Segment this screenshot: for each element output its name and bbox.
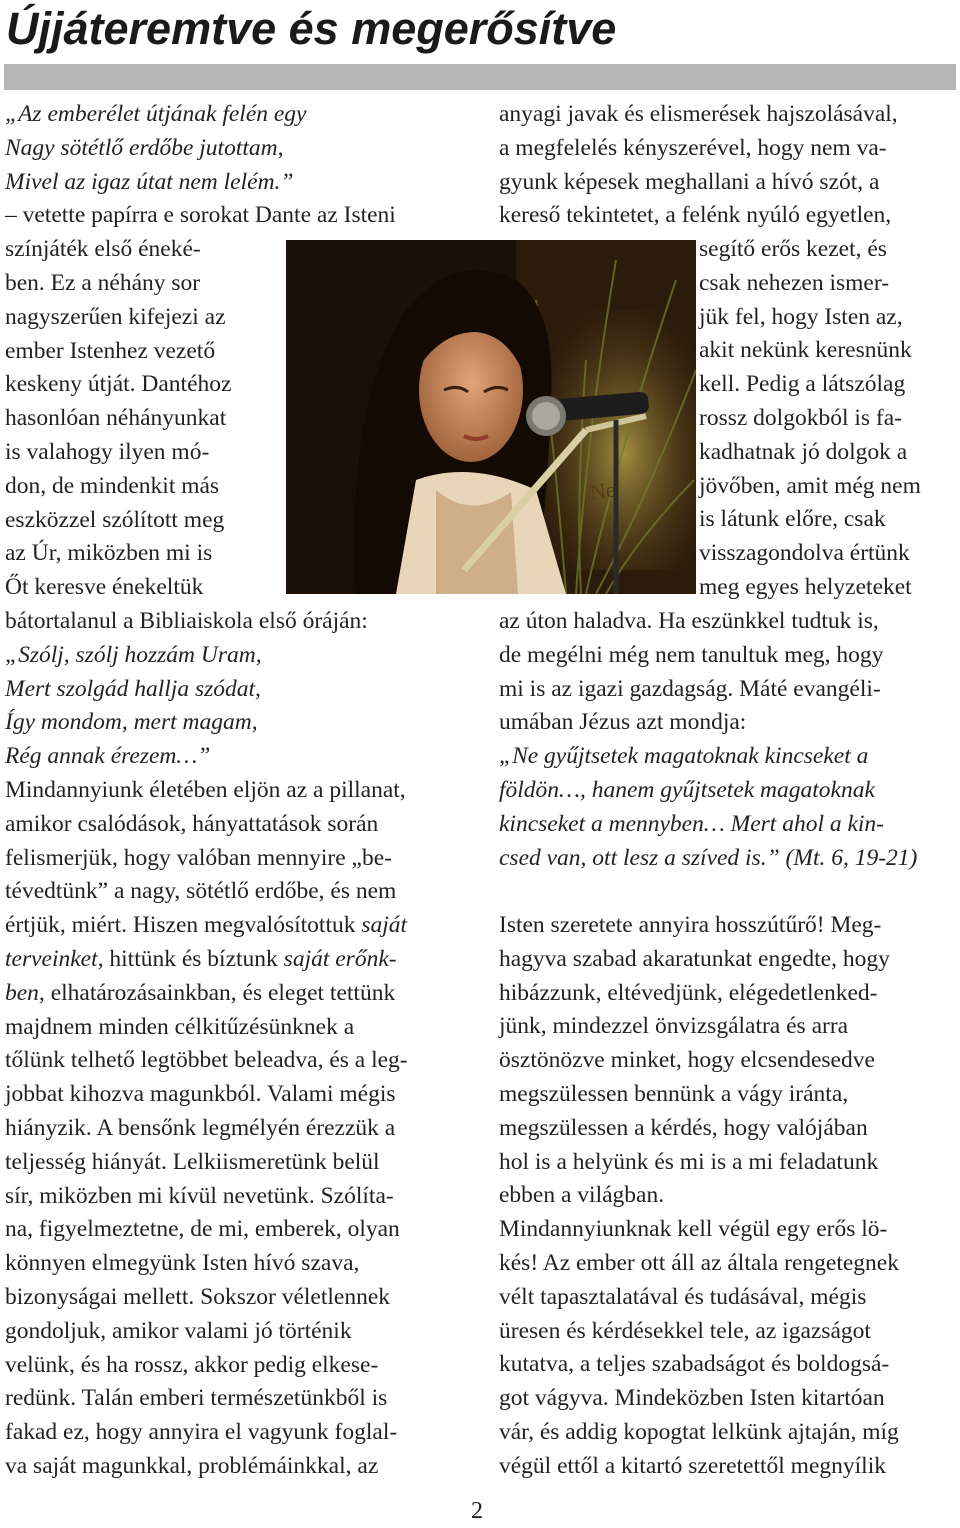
right-column-line: [499, 1178, 664, 1212]
left-column-line: [5, 1043, 408, 1077]
left-column-line: [5, 638, 262, 672]
left-column-line: [5, 1449, 378, 1483]
right-column-line: [499, 638, 883, 672]
text-run: jünk, mindezzel önvizsgálatra és arra: [499, 1013, 849, 1040]
right-column-wrap-line: [699, 536, 910, 570]
left-column-line: [5, 874, 396, 908]
text-run: hol is a helyünk és mi is a mi feladatunk: [499, 1148, 879, 1175]
right-column-line: [499, 604, 879, 638]
right-column-line: [499, 1246, 899, 1280]
text-run: terveinket,: [5, 946, 104, 972]
left-column-line: [5, 1280, 390, 1314]
left-column-line: [5, 1111, 395, 1145]
text-run: gyunk képesek meghallani a hívó szót, a: [499, 168, 880, 195]
left-column-line: [5, 672, 261, 706]
left-column-line: [5, 739, 210, 773]
left-column-line: [5, 469, 219, 503]
text-run: megszülessen a kérdés, hogy valójában: [499, 1114, 868, 1141]
left-column-line: [5, 1314, 352, 1348]
right-column-wrap-line: [699, 367, 905, 401]
left-column-line: [5, 942, 397, 976]
right-column-line: [499, 1449, 886, 1483]
page-number: 2: [471, 1498, 483, 1524]
right-column-line: [499, 942, 890, 976]
text-run: vélt tapasztalatával és tudásával, mégis: [499, 1283, 867, 1310]
right-column-wrap-line: [699, 333, 912, 367]
text-run: jük fel, hogy Isten az,: [699, 303, 903, 330]
text-run: földön…, hanem gyűjtsetek magatoknak: [499, 777, 875, 803]
left-column-line: [5, 1077, 396, 1111]
text-run: színjáték első éneké-: [5, 236, 201, 263]
left-column-line: [5, 334, 215, 368]
left-column-line: [5, 1010, 354, 1044]
left-column-line: [5, 1179, 394, 1213]
text-run: velünk, és ha rossz, akkor pedig elkese-: [5, 1351, 379, 1378]
text-run: de megélni még nem tanultuk meg, hogy: [499, 641, 884, 668]
text-run: akit nekünk keresnünk: [699, 337, 912, 364]
right-column-line: [499, 131, 887, 165]
right-column-wrap-line: [699, 469, 921, 503]
text-run: „Szólj, szólj hozzám Uram,: [5, 641, 262, 668]
right-column-line: [499, 908, 881, 942]
text-run: tőlünk telhető legtöbbet beleadva, és a leg-: [5, 1047, 408, 1074]
right-column-wrap-line: [699, 266, 889, 300]
left-column-line: [5, 300, 226, 334]
right-column-line: [499, 1009, 848, 1043]
right-column-wrap-line: [699, 300, 903, 334]
text-run: könnyen elmegyünk Isten hívó szava,: [5, 1250, 360, 1277]
left-column-line: [5, 1212, 400, 1246]
text-run: visszagondolva értünk: [699, 540, 910, 567]
text-run: csed van, ott lesz a szíved is.” (Mt. 6, 19-21): [499, 844, 918, 871]
left-column-line: [5, 232, 201, 266]
text-run: eszközzel szólított meg: [5, 506, 225, 533]
text-run: végül ettől a kitartó szeretettől megnyílik: [499, 1452, 886, 1479]
text-run: kadhatnak jó dolgok a: [699, 438, 908, 465]
right-column-line: [499, 739, 868, 773]
text-run: ember Istenhez vezető: [5, 337, 216, 364]
left-column-line: [5, 1415, 397, 1449]
left-column-line: [5, 97, 306, 131]
text-run: csak nehezen ismer-: [699, 269, 890, 296]
left-column-line: [5, 266, 200, 300]
left-column-line: [5, 773, 406, 807]
text-run: értjük, miért. Hiszen megvalósítottuk: [5, 912, 362, 939]
text-run: mi is az igazi gazdagság. Máté evangéli-: [499, 675, 881, 702]
text-run: Őt keresve énekeltük: [5, 574, 204, 601]
text-run: kereső tekintetet, a felénk nyúló egyetlen,: [499, 202, 892, 229]
left-column-line: [5, 131, 284, 165]
text-run: saját: [361, 912, 408, 939]
text-run: sír, miközben mi kívül nevetünk. Szólíta-: [5, 1182, 394, 1209]
text-run: ebben a világban.: [499, 1182, 665, 1209]
right-column-line: [499, 198, 891, 232]
text-run: ben. Ez a néhány sor: [5, 270, 201, 296]
text-run: meg egyes helyzeteket: [699, 574, 912, 600]
text-run: is látunk előre, csak: [699, 506, 886, 533]
text-run: Nagy sötétlő erdőbe jutottam,: [5, 134, 284, 161]
left-column-line: [5, 705, 258, 739]
text-run: teljesség hiányát. Lelkiismeretünk belül: [5, 1148, 380, 1175]
text-run: umában Jézus azt mondja:: [499, 709, 747, 736]
right-column-line: [499, 807, 884, 841]
text-run: Mindannyiunknak kell végül egy erős lö-: [499, 1216, 888, 1243]
text-run: elhatározásainkban, és eleget tettünk: [44, 979, 396, 1006]
text-run: hiányzik. A bensőnk legmélyén érezzük a: [5, 1115, 396, 1141]
text-run: kincseket a mennyben… Mert ahol a kin-: [499, 810, 885, 837]
article-title: Újjáteremtve és megerősítve: [6, 3, 617, 54]
right-column-wrap-line: [699, 401, 902, 435]
text-run: az Úr, miközben mi is: [5, 540, 213, 567]
left-column-line: [5, 401, 226, 435]
text-run: tévedtünk” a nagy, sötétlő erdőbe, és nem: [5, 878, 397, 905]
text-run: fakad ez, hogy annyira el vagyunk foglal-: [5, 1419, 398, 1446]
text-run: gondoljuk, amikor valami jó történik: [5, 1317, 352, 1344]
right-column-line: [499, 1212, 887, 1246]
text-run: Mindannyiunk életében eljön az a pillanat,: [5, 777, 406, 803]
text-run: Mivel az igaz útat nem lelém.”: [5, 168, 294, 195]
left-column-line: [5, 570, 203, 604]
left-column-line: [5, 841, 392, 875]
text-run: is valahogy ilyen mó-: [5, 439, 210, 465]
text-run: üresen és kérdésekkel tele, az igazságot: [499, 1317, 871, 1344]
text-run: Így mondom, mert magam,: [5, 709, 258, 736]
right-column-line: [499, 672, 881, 706]
text-run: segítő erős kezet, és: [699, 236, 887, 262]
text-run: – vetette papírra e sorokat Dante az Isteni: [5, 202, 396, 229]
text-run: nagyszerűen kifejezi az: [5, 303, 226, 330]
photo-singer-with-microphone-icon: [286, 240, 696, 594]
text-run: felismerjük, hogy valóban mennyire „be-: [5, 844, 392, 871]
right-column-line: [499, 1077, 848, 1111]
text-run: kutatva, a teljes szabadságot és boldogsá-: [499, 1351, 890, 1378]
text-run: Mert szolgád hallja szódat,: [5, 675, 261, 702]
left-column-line: [5, 604, 368, 638]
text-run: got vágyva. Mindeközben Isten kitartóan: [499, 1385, 885, 1412]
text-run: az úton haladva. Ha eszünkkel tudtuk is,: [499, 608, 879, 634]
left-column-line: [5, 1381, 387, 1415]
right-column-line: [499, 1314, 871, 1348]
left-column-line: [5, 1145, 380, 1179]
text-run: megszülessen bennünk a vágy iránta,: [499, 1081, 849, 1107]
text-run: majdnem minden célkitűzésünknek a: [5, 1013, 355, 1040]
text-run: a megfelelés kényszerével, hogy nem va-: [499, 134, 887, 161]
left-column-line: [5, 908, 407, 942]
text-run: amikor csalódások, hányattatások során: [5, 810, 379, 837]
left-column-line: [5, 1348, 378, 1382]
left-column-line: [5, 165, 293, 199]
text-run: Rég annak érezem…”: [5, 743, 211, 770]
title-underline-bar: [4, 64, 956, 90]
right-column-line: [499, 773, 875, 807]
right-column-line: [499, 1145, 878, 1179]
right-column-wrap-line: [699, 570, 912, 604]
right-column-line: [499, 1347, 889, 1381]
right-column-line: [499, 1415, 899, 1449]
text-run: saját erőnk-: [283, 946, 397, 972]
left-column-line: [5, 1246, 359, 1280]
text-run: kés! Az ember ott áll az általa rengetegnek: [499, 1250, 899, 1276]
text-run: hittünk és bíztunk: [103, 946, 284, 972]
text-run: hibázzunk, eltévedjünk, elégedetlenked-: [499, 979, 878, 1006]
singer-photo: [286, 240, 696, 594]
text-run: ösztönözve minket, hogy elcsendesedve: [499, 1047, 875, 1074]
right-column-line: [499, 1043, 875, 1077]
text-run: jövőben, amit még nem: [699, 472, 921, 499]
poster-text: Ne: [588, 476, 618, 505]
right-column-wrap-line: [699, 232, 887, 266]
text-run: vár, és addig kopogtat lelkünk ajtaján, míg: [499, 1419, 899, 1445]
left-column-line: [5, 367, 231, 401]
right-column-line: [499, 97, 898, 131]
left-column-line: [5, 503, 224, 537]
left-column-line: [5, 976, 395, 1010]
text-run: „Az emberélet útjának felén egy: [5, 101, 307, 127]
text-run: anyagi javak és elismerések hajszolásával,: [499, 101, 898, 127]
text-run: bizonyságai mellett. Sokszor véletlennek: [5, 1284, 391, 1310]
text-run: hasonlóan néhányunkat: [5, 405, 227, 432]
right-column-wrap-line: [699, 435, 907, 469]
right-column-line: [499, 1111, 868, 1145]
text-run: redünk. Talán emberi természetünkből is: [5, 1385, 388, 1412]
right-column-line: [499, 976, 877, 1010]
left-column-line: [5, 435, 209, 469]
text-run: don, de mindenkit más: [5, 472, 220, 499]
text-run: kell. Pedig a látszólag: [699, 371, 906, 398]
right-column-line: [499, 1280, 866, 1314]
text-run: rossz dolgokból is fa-: [699, 405, 902, 431]
right-column-line: [499, 841, 917, 875]
right-column-wrap-line: [699, 502, 886, 536]
text-run: bátortalanul a Bibliaiskola első óráján:: [5, 608, 368, 634]
right-column-line: [499, 705, 746, 739]
text-run: ben,: [5, 979, 45, 1006]
right-column-line: [499, 165, 879, 199]
right-column-line: [499, 1381, 885, 1415]
left-column-line: [5, 536, 212, 570]
text-run: hagyva szabad akaratunkat engedte, hogy: [499, 945, 890, 972]
text-run: keskeny útját. Dantéhoz: [5, 371, 232, 398]
text-run: va saját magunkkal, problémáinkkal, az: [5, 1453, 379, 1479]
text-run: Isten szeretete annyira hosszútűrő! Meg-: [499, 912, 882, 938]
left-column-line: [5, 198, 396, 232]
text-run: „Ne gyűjtsetek magatoknak kincseket a: [499, 743, 869, 770]
text-run: na, figyelmeztetne, de mi, emberek, olyan: [5, 1216, 400, 1243]
left-column-line: [5, 807, 378, 841]
text-run: jobbat kihozva magunkból. Valami mégis: [5, 1081, 396, 1108]
